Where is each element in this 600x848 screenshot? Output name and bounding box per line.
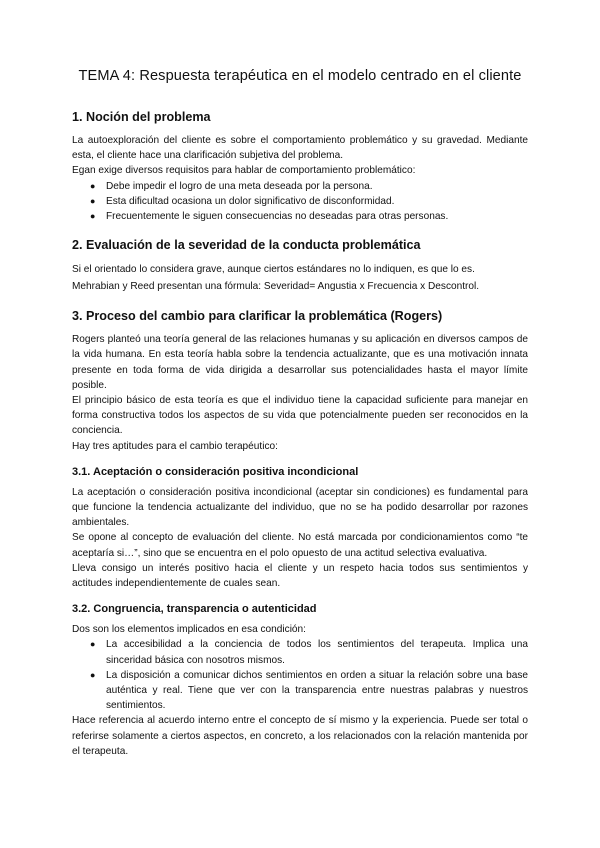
section-3-1-paragraph-3: Lleva consigo un interés positivo hacia el cliente y un respeto hacia todos sus sentimientos y actitudes independientemente de cuales sean. (72, 562, 528, 590)
bullet-icon: ● (90, 639, 96, 650)
bullet-icon: ● (90, 211, 96, 222)
section-3-paragraph-3: Hay tres aptitudes para el cambio terapéutico: (72, 440, 278, 452)
section-2-paragraph-2: Mehrabian y Reed presentan una fórmula: Severidad= Angustia x Frecuencia x Descontrol. (72, 281, 480, 293)
section-2 (72, 238, 528, 295)
bullet-icon: ● (90, 180, 96, 191)
list-item: ● Esta dificultad ocasiona un dolor significativo de disconformidad. (90, 194, 528, 209)
list-item: ● La accesibilidad a la conciencia de todos los sentimientos del terapeuta. Implica una sinceridad básica con nosotros mismos. (90, 639, 528, 666)
list-item: ● Frecuentemente le siguen consecuencias no deseadas para otras personas. (90, 209, 528, 224)
section-3-paragraph-1: Rogers planteó una teoría general de las relaciones humanas y su aplicación en diversos campos de la vida humana. En esta teoría habla sobre la tendencia actualizante, que es una motivación innata presente en toda forma de vida dirigida a desarrollar sus potencialidades hasta el mayor límite posible. (72, 334, 528, 391)
list-item: ● La disposición a comunicar dichos sentimientos en orden a situar la relación sobre una base auténtica y real. Tiene que ver con la transparencia entre nuestras palabras y nuestros sentimientos. (90, 669, 528, 712)
section-3 (72, 309, 528, 454)
section-3-1-paragraph-1: La aceptación o consideración positiva incondicional (aceptar sin condiciones) es fundamental para que funcione la tendencia actualizante del individuo, que no se ha podido desarrollar por razones ambientales. (72, 486, 528, 529)
section-1-paragraph-2: Egan exige diversos requisitos para hablar de comportamiento problemático: (72, 165, 416, 177)
section-1-heading: 1. Noción del problema (72, 110, 211, 124)
section-3-2 (72, 603, 528, 759)
section-3-1 (72, 466, 528, 591)
section-3-2-paragraph-1: Dos son los elementos implicados en esa condición: (72, 624, 306, 636)
section-3-2-bullet-list (72, 637, 528, 713)
bullet-icon: ● (90, 669, 96, 680)
section-1 (72, 110, 528, 224)
section-2-paragraph-1: Si el orientado lo considera grave, aunque ciertos estándares no lo indiquen, es que lo es. (72, 264, 475, 276)
page-title: TEMA 4: Respuesta terapéutica en el modelo centrado en el cliente (78, 68, 522, 84)
section-3-heading: 3. Proceso del cambio para clarificar la problemática (Rogers) (72, 309, 443, 324)
section-3-1-paragraph-2: Se opone al concepto de evaluación del cliente. No está marcada por condicionamientos como “te aceptaría si…”, sino que se encuentra en el polo opuesto de una actitud selectiva evaluativa. (72, 532, 528, 559)
section-1-bullet-list (72, 179, 528, 225)
section-3-2-heading: 3.2. Congruencia, transparencia o autenticidad (72, 603, 317, 616)
section-1-paragraph-1: La autoexploración del cliente es sobre el comportamiento problemático y su gravedad. Mediante esta, el cliente hace una clarificación subjetiva del problema. (72, 135, 528, 162)
bullet-icon: ● (90, 195, 96, 206)
list-item: ● Debe impedir el logro de una meta deseada por la persona. (90, 179, 528, 194)
section-3-paragraph-2: El principio básico de esta teoría es que el individuo tiene la capacidad suficiente para manejar en forma constructiva todos los aspectos de su vida que potencialmente pueden ser reconocidos en la conciencia. (72, 395, 528, 437)
section-3-1-heading: 3.1. Aceptación o consideración positiva incondicional (72, 465, 359, 478)
section-3-2-paragraph-2: Hace referencia al acuerdo interno entre el concepto de sí mismo y la experiencia. Puede ser total o referirse solamente a ciertos aspectos, en concreto, a los relacionados con la relación mantenida por el terapeuta. (72, 715, 528, 757)
section-2-heading: 2. Evaluación de la severidad de la conducta problemática (72, 238, 421, 253)
